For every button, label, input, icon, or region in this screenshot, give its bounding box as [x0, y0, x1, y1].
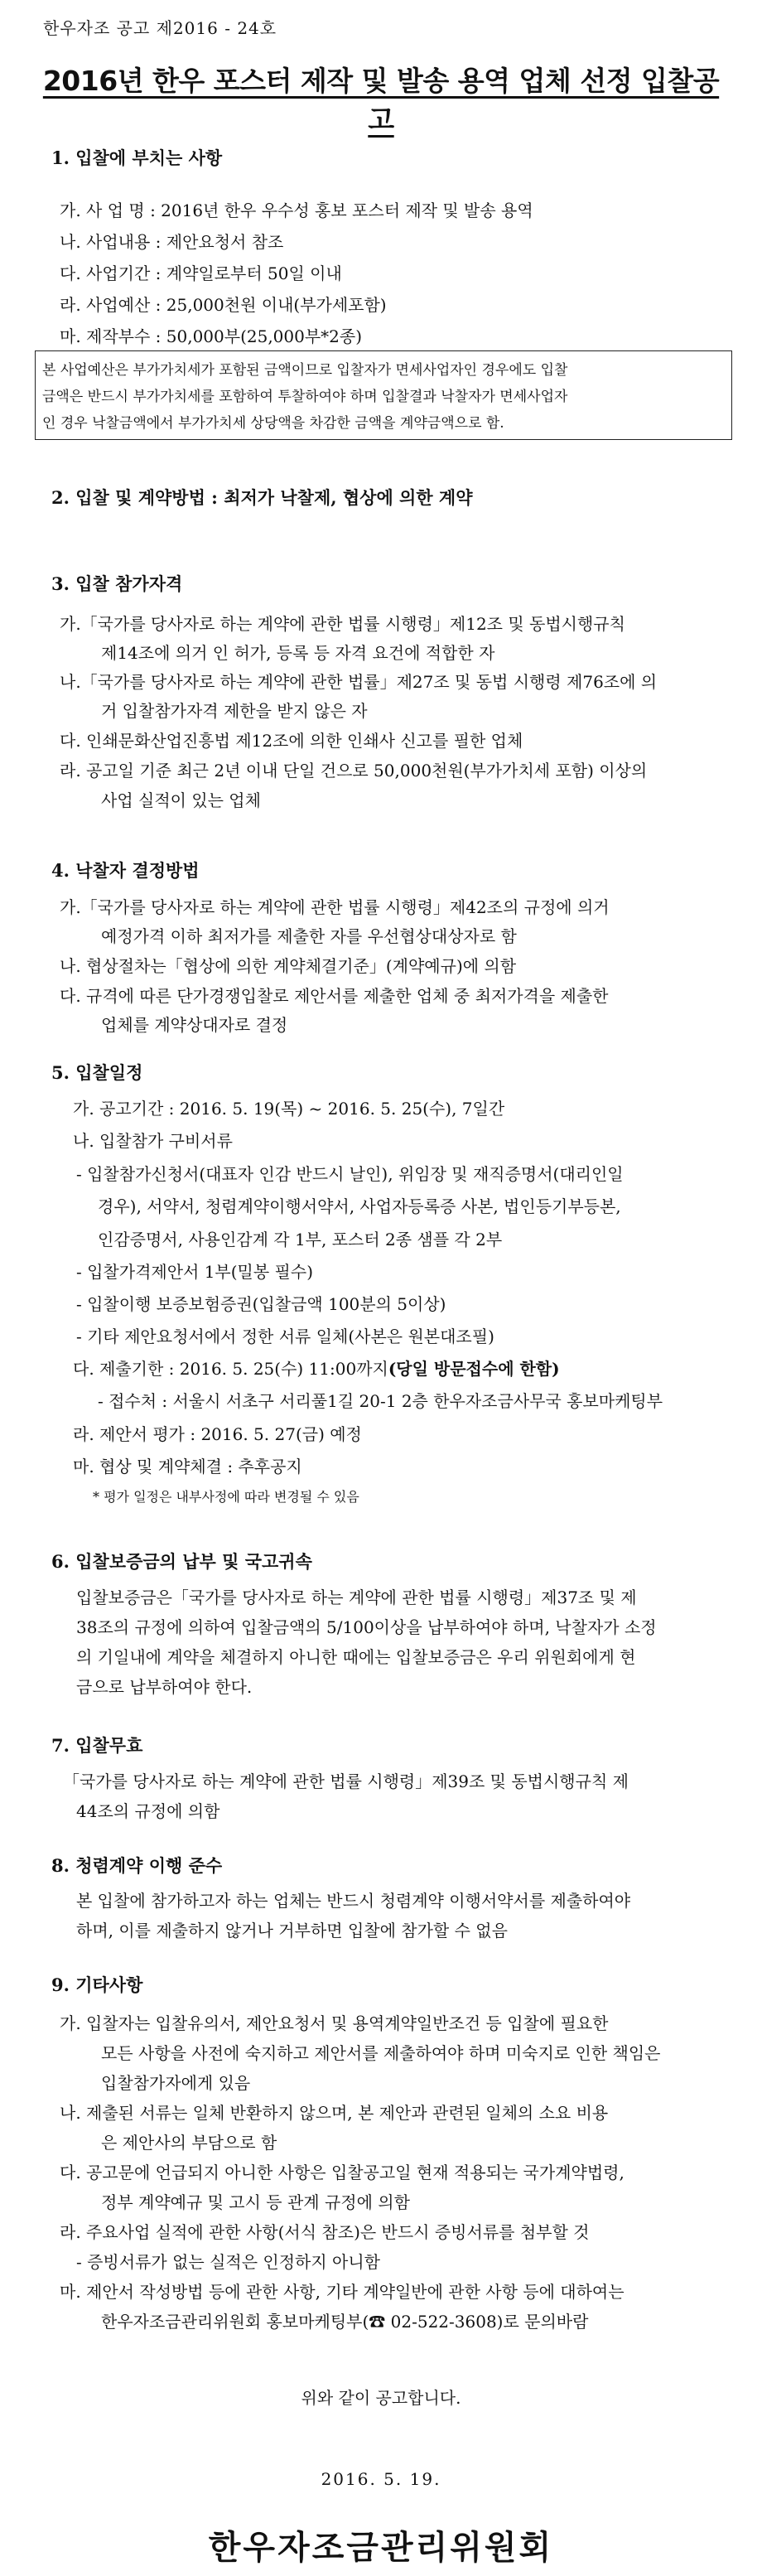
s9-line: 정부 계약예규 및 고시 등 관계 규정에 의함 — [101, 2192, 410, 2212]
s4-line: 나. 협상절차는「협상에 의한 계약체결기준」(계약예규)에 의함 — [60, 956, 517, 976]
s9-line: 라. 주요사업 실적에 관한 사항(서식 참조)은 반드시 증빙서류를 첨부할 것 — [60, 2222, 590, 2242]
s3-line: 사업 실적이 있는 업체 — [101, 790, 261, 810]
s9-line: 모든 사항을 사전에 숙지하고 제안서를 제출하여야 하며 미숙지로 인한 책임은 — [101, 2043, 661, 2063]
box-line: 금액은 반드시 부가가치세를 포함하여 투찰하여야 하며 입찰결과 낙찰자가 면세사업자 — [42, 389, 568, 405]
s1-item: 다. 사업기간 : 계약일로부터 50일 이내 — [60, 263, 342, 283]
section-3-title: 3. 입찰 참가자격 — [51, 573, 183, 594]
s3-line: 거 입찰참가자격 제한을 받지 않은 자 — [101, 701, 368, 721]
s6-line: 입찰보증금은「국가를 당사자로 하는 계약에 관한 법률 시행령」제37조 및 제 — [76, 1588, 637, 1607]
s5-line: 가. 공고기간 : 2016. 5. 19(목) ~ 2016. 5. 25(수), 7일간 — [73, 1099, 505, 1119]
s1-item: 마. 제작부수 : 50,000부(25,000부*2종) — [60, 326, 363, 346]
s9-line: 입찰참가자에게 있음 — [101, 2073, 251, 2093]
s5-line: - 기타 제안요청서에서 정한 서류 일체(사본은 원본대조필) — [76, 1327, 494, 1346]
s5-line: - 입찰가격제안서 1부(밀봉 필수) — [76, 1262, 313, 1282]
section-2-title: 2. 입찰 및 계약방법 : 최저가 낙찰제, 협상에 의한 계약 — [51, 487, 473, 508]
section-1-title: 1. 입찰에 부치는 사항 — [51, 147, 223, 168]
s3-line: 제14조에 의거 인 허가, 등록 등 자격 요건에 적합한 자 — [101, 643, 495, 663]
section-6-title: 6. 입찰보증금의 납부 및 국고귀속 — [51, 1551, 312, 1572]
s4-line: 다. 규격에 따른 단가경쟁입찰로 제안서를 제출한 업체 중 최저가격을 제출한 — [60, 986, 609, 1006]
s5-note: * 평가 일정은 내부사정에 따라 변경될 수 있음 — [93, 1489, 359, 1505]
s7-line: 「국가를 당사자로 하는 계약에 관한 법률 시행령」제39조 및 동법시행규칙 제 — [63, 1771, 629, 1791]
s5-line: 인감증명서, 사용인감계 각 1부, 포스터 2종 샘플 각 2부 — [98, 1230, 503, 1249]
s5-line: 마. 협상 및 계약체결 : 추후공지 — [73, 1457, 302, 1476]
closing-statement: 위와 같이 공고합니다. — [301, 2388, 461, 2408]
vat-notice-box — [35, 350, 732, 440]
notice-number: 한우자조 공고 제2016 - 24호 — [43, 18, 277, 38]
s4-line: 가.「국가를 당사자로 하는 계약에 관한 법률 시행령」제42조의 규정에 의거 — [60, 897, 610, 917]
s3-line: 라. 공고일 기준 최근 2년 이내 단일 건으로 50,000천원(부가가치세 포함) 이상의 — [60, 761, 648, 781]
section-4-title: 4. 낙찰자 결정방법 — [51, 860, 200, 881]
s4-line: 업체를 계약상대자로 결정 — [101, 1015, 288, 1035]
s5-line: 나. 입찰참가 구비서류 — [73, 1131, 233, 1151]
section-8-title: 8. 청렴계약 이행 준수 — [51, 1855, 223, 1876]
s8-line: 본 입찰에 참가하고자 하는 업체는 반드시 청렴계약 이행서약서를 제출하여야 — [76, 1891, 631, 1911]
s5-line: 라. 제안서 평가 : 2016. 5. 27(금) 예정 — [73, 1424, 362, 1444]
s6-line: 금으로 납부하여야 한다. — [76, 1677, 253, 1697]
s3-line: 나.「국가를 당사자로 하는 계약에 관한 법률」제27조 및 동법 시행령 제76조에 의 — [60, 672, 658, 692]
s1-item: 나. 사업내용 : 제안요청서 참조 — [60, 232, 284, 252]
s9-line: 다. 공고문에 언급되지 아니한 사항은 입찰공고일 현재 적용되는 국가계약법령, — [60, 2163, 625, 2182]
page-title: 2016년 한우 포스터 제작 및 발송 용역 업체 선정 입찰공고 — [42, 65, 720, 136]
box-line: 인 경우 낙찰금액에서 부가가치세 상당액을 차감한 금액을 계약금액으로 함. — [42, 415, 504, 432]
s5-line: - 입찰참가신청서(대표자 인감 반드시 날인), 위임장 및 재직증명서(대리인일 — [76, 1164, 624, 1184]
s9-line: 한우자조금관리위원회 홍보마케팅부(☎ 02-522-3608)로 문의바람 — [101, 2312, 589, 2332]
section-5-title: 5. 입찰일정 — [51, 1062, 143, 1083]
s7-line: 44조의 규정에 의함 — [76, 1801, 220, 1821]
s9-line: 가. 입찰자는 입찰유의서, 제안요청서 및 용역계약일반조건 등 입찰에 필요한 — [60, 2013, 609, 2033]
s9-line: 나. 제출된 서류는 일체 반환하지 않으며, 본 제안과 관련된 일체의 소요 비용 — [60, 2103, 609, 2123]
s9-line: - 증빙서류가 없는 실적은 인정하지 아니함 — [76, 2252, 380, 2272]
s5-line: - 접수처 : 서울시 서초구 서리풀1길 20-1 2층 한우자조금사무국 홍보마케팅부 — [98, 1391, 663, 1411]
s1-item: 가. 사 업 명 : 2016년 한우 우수성 홍보 포스터 제작 및 발송 용역 — [60, 201, 533, 220]
s3-line: 가.「국가를 당사자로 하는 계약에 관한 법률 시행령」제12조 및 동법시행규칙 — [60, 614, 625, 634]
s5-line: - 입찰이행 보증보험증권(입찰금액 100분의 5이상) — [76, 1294, 446, 1314]
section-7-title: 7. 입찰무효 — [51, 1735, 143, 1756]
s6-line: 의 기일내에 계약을 체결하지 아니한 때에는 입찰보증금은 우리 위원회에게 현 — [76, 1647, 636, 1667]
s1-item: 라. 사업예산 : 25,000천원 이내(부가세포함) — [60, 295, 387, 315]
s8-line: 하며, 이를 제출하지 않거나 거부하면 입찰에 참가할 수 없음 — [76, 1921, 508, 1940]
deadline-text: 다. 제출기한 : 2016. 5. 25(수) 11:00까지 — [73, 1359, 388, 1379]
issuing-organization: 한우자조금관리위원회 — [208, 2528, 554, 2567]
s3-line: 다. 인쇄문화산업진흥법 제12조에 의한 인쇄사 신고를 필한 업체 — [60, 731, 523, 751]
s9-line: 마. 제안서 작성방법 등에 관한 사항, 기타 계약일반에 관한 사항 등에 대하여는 — [60, 2282, 625, 2302]
s5-line: 경우), 서약서, 청렴계약이행서약서, 사업자등록증 사본, 법인등기부등본, — [98, 1196, 621, 1216]
s5-deadline — [73, 1356, 560, 1380]
section-9-title: 9. 기타사항 — [51, 1974, 143, 1995]
s6-line: 38조의 규정에 의하여 입찰금액의 5/100이상을 납부하여야 하며, 낙찰자가 소정 — [76, 1617, 657, 1637]
box-line: 본 사업예산은 부가가치세가 포함된 금액이므로 입찰자가 면세사업자인 경우에도 입찰 — [42, 362, 568, 379]
s9-line: 은 제안사의 부담으로 함 — [101, 2133, 277, 2153]
deadline-emphasis: (당일 방문접수에 한함) — [388, 1359, 560, 1379]
notice-date: 2016. 5. 19. — [321, 2469, 441, 2489]
s4-line: 예정가격 이하 최저가를 제출한 자를 우선협상대상자로 함 — [101, 926, 517, 946]
